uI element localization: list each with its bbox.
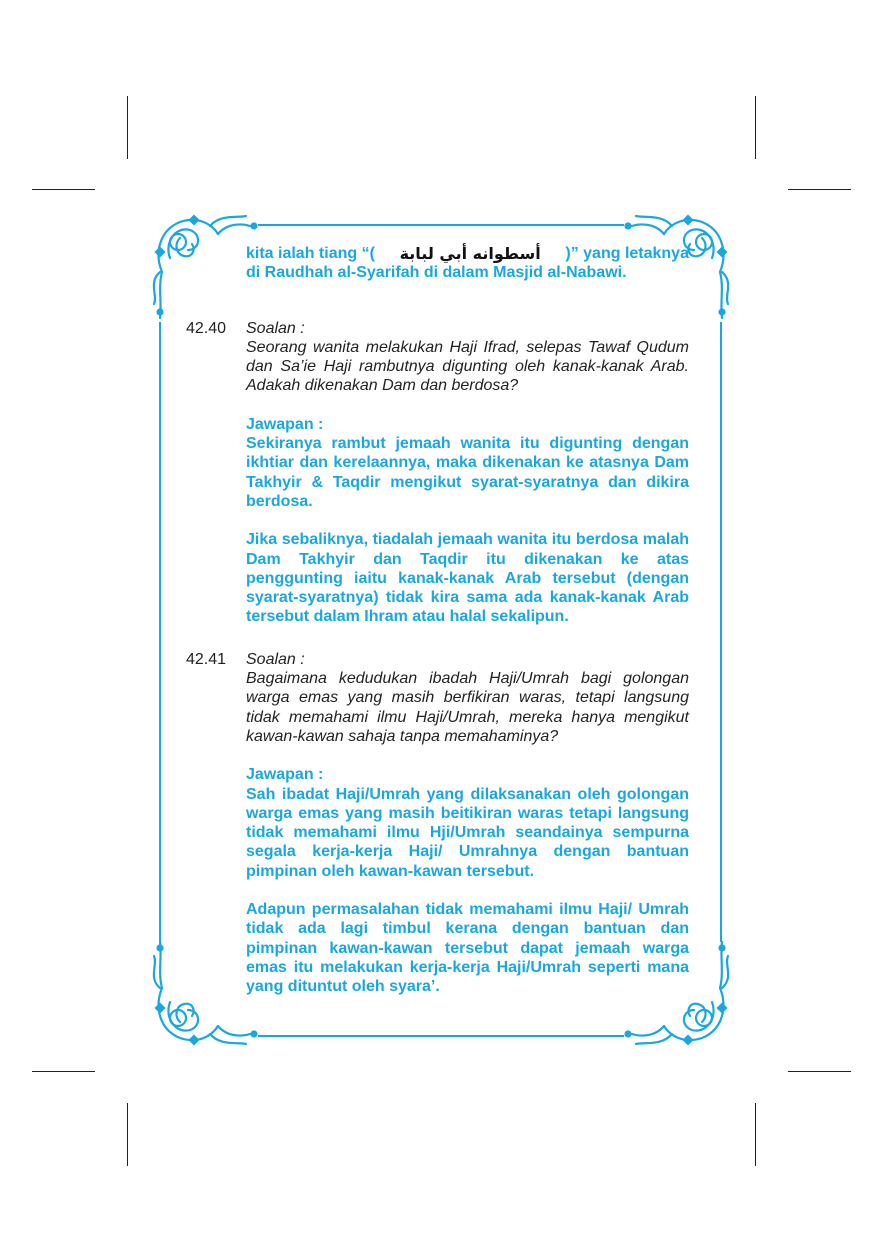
intro-line-2: di Raudhah al-Syarifah di dalam Masjid al-Nabawi. [246, 264, 627, 282]
soalan-label: Soalan : [246, 319, 305, 337]
soalan-label: Soalan : [246, 650, 305, 668]
answer-paragraph: Sah ibadat Haji/Umrah yang dilaksanakan oleh golongan warga emas yang masih beitikiran waras tetapi langsung tidak memahami ilmu Hji/Umrah seandainya sempurna segala kerja-kerja Haji/ Umrahnya dengan bantuan pimpinan oleh kawan-kawan tersebut. [246, 785, 689, 880]
crop-mark [32, 189, 95, 190]
qa-item-42-40 [186, 319, 689, 627]
question-text: Seorang wanita melakukan Haji Ifrad, selepas Tawaf Qudum dan Sa’ie Haji rambutnya digunting oleh kanak-kanak Arab. Adakah dikenakan Dam dan berdosa? [246, 338, 689, 395]
intro-suffix: )” yang letaknya [565, 245, 689, 262]
page-content [186, 244, 689, 997]
intro-block [186, 244, 689, 283]
arabic-term: أسطوانه أبي لبابة [399, 244, 541, 263]
answer-paragraph: Jika sebaliknya, tiadalah jemaah wanita itu berdosa malah Dam Takhyir dan Taqdir itu dikenakan ke atas penggunting iaitu kanak-kanak Arab tersebut (dengan syarat-syaratnya) tidak kira sama ada kanak-kanak Arab tersebut dalam Ihram atau halal sekalipun. [246, 531, 689, 626]
crop-mark [755, 96, 756, 159]
crop-mark [32, 1071, 95, 1072]
question-number: 42.40 [186, 319, 227, 337]
frame-left-line [159, 322, 161, 942]
qa-item-42-41 [186, 650, 689, 997]
crop-mark [127, 96, 128, 159]
answer-paragraph: Sekiranya rambut jemaah wanita itu digunting dengan ikhtiar dan kerelaannya, maka dikenakan ke atasnya Dam Takhyir & Taqdir mengikut syarat-syaratnya dan dikira berdosa. [246, 435, 689, 510]
question-text: Bagaimana kedudukan ibadah Haji/Umrah bagi golongan warga emas yang masih berfikiran waras, tetapi langsung tidak memahami ilmu Haji/Umrah, mereka hanya mengikut kawan-kawan sahaja tanpa memahaminya? [246, 670, 689, 745]
crop-mark [788, 1071, 851, 1072]
frame-top-line [258, 224, 624, 226]
question-number: 42.41 [186, 650, 227, 668]
jawapan-label: Jawapan : [246, 415, 324, 433]
frame-right-line [720, 322, 722, 942]
answer-paragraph: Adapun permasalahan tidak memahami ilmu Haji/ Umrah tidak ada lagi timbul kerana dengan bantuan dan pimpinan kawan-kawan tersebut dapat jemaah warga emas itu melakukan kerja-kerja Haji/Umrah seperti mana yang dituntut oleh syara’. [246, 901, 689, 996]
jawapan-label: Jawapan : [246, 766, 324, 784]
crop-mark [788, 189, 851, 190]
intro-prefix: kita ialah tiang “( [246, 245, 375, 262]
crop-mark [127, 1103, 128, 1166]
frame-bottom-line [258, 1035, 624, 1037]
intro-line-1 [246, 244, 689, 263]
crop-mark [755, 1103, 756, 1166]
